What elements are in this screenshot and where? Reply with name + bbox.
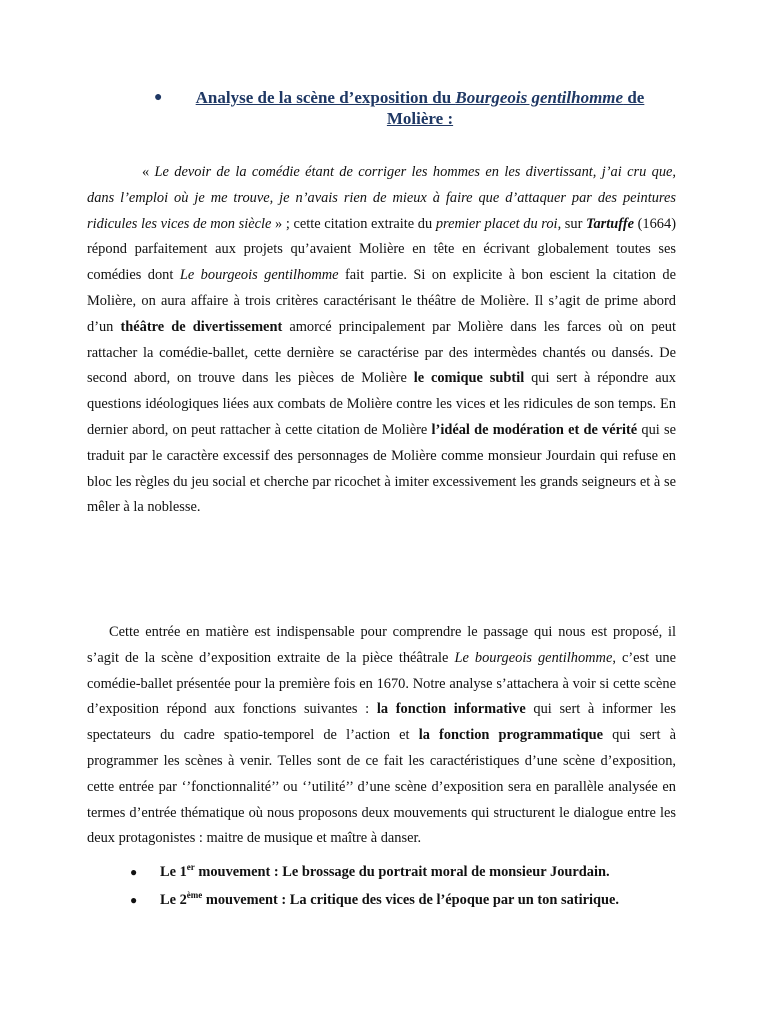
- list-item: [130, 858, 690, 886]
- bold-run: théâtre de divertissement: [120, 318, 283, 335]
- bold-run: la fonction informative: [376, 701, 526, 718]
- text-run: fait partie. Si on explicite à bon escient la citation de Molière, on aura affaire à trois critères caractérisant le théâtre de Molière. Il s’agit de prime abord d’un: [87, 267, 677, 335]
- title-work-name: Bourgeois gentilhomme: [455, 88, 624, 107]
- list-bullet: ●: [130, 865, 138, 879]
- text-run: amorcé principalement par Molière dans les farces où on peut rattacher la comédie-ballet, cette dernière se caractérise par des intermèdes chantés ou dansés. De second abord, on trouve dans les pièces de Molière: [87, 318, 676, 387]
- text-run: qui se traduit par le caractère excessif des personnages de Molière comme monsieur Jourdain qui refuse en bloc les règles du jeu social et cherche par ricochet à imiter excessivement les grands seigneurs et à se mêler à la noblesse.: [87, 421, 676, 516]
- list-text: Le 1: [160, 864, 187, 880]
- bold-run: le comique subtil: [413, 370, 525, 387]
- moliere-quote: Le devoir de la comédie étant de corriger les hommes en les divertissant, j’ai cru que, dans l’emploi où je me trouve, je n’avais rien de mieux à faire que d’attaquer par des peintures ridicules les vices de mon siècle: [87, 164, 676, 232]
- bold-run: l’idéal de modération et de vérité: [431, 421, 638, 438]
- list-text: mouvement : Le brossage du portrait moral de monsieur Jourdain.: [194, 864, 610, 880]
- bold-italic-run: Tartuffe: [586, 215, 634, 232]
- text-run: qui sert à informer les spectateurs du cadre spatio-temporel de l’action et: [87, 701, 676, 744]
- movements-list: [130, 858, 690, 914]
- italic-run: Le bourgeois gentilhomme: [179, 267, 339, 284]
- title-line-2: [150, 108, 690, 129]
- text-run: , c’est une comédie-ballet présentée pour la première fois en 1670. Notre analyse s’attachera à voir si cette scène d’exposition répond aux fonctions suivantes :: [87, 649, 676, 718]
- title-author: Molière :: [386, 109, 454, 128]
- italic-run: premier placet du roi: [435, 215, 558, 232]
- title-text-end: de: [623, 88, 645, 107]
- list-text: Le 2: [160, 892, 187, 908]
- text-run: , sur: [557, 215, 587, 232]
- list-text: mouvement : La critique des vices de l’époque par un ton satirique.: [202, 892, 619, 908]
- document-title: [150, 87, 690, 129]
- analysis-paragraph: [87, 620, 676, 852]
- text-run: qui sert à répondre aux questions idéologiques liées aux combats de Molière contre les vices et les ridicules de son temps. En dernier abord, on peut rattacher à cette citation de Molière: [87, 370, 676, 438]
- list-superscript: er: [186, 862, 195, 872]
- text-run: » ; cette citation extraite du: [271, 215, 436, 232]
- list-superscript: ème: [186, 890, 203, 900]
- intro-paragraph: [87, 160, 676, 521]
- list-item: [130, 886, 690, 914]
- list-bullet: ●: [130, 893, 138, 907]
- bold-run: la fonction programmatique: [418, 727, 604, 744]
- text-run: (1664) répond parfaitement aux projets qu’avaient Molière en tête en écrivant globalement toutes ses comédies dont: [87, 215, 676, 284]
- text-run: qui sert à programmer les scènes à venir. Telles sont de ce fait les caractéristiques d’une scène d’exposition, cette entrée par ‘’fonctionnalité’’ ou ‘’utilité’’ d’une scène d’exposition sera en parallèle analysée en termes d’entrée thématique où nous proposons deux mouvements qui structurent le dialogue entre les deux protagonistes : maitre de musique et maître à danser.: [87, 727, 676, 847]
- quote-open: «: [142, 164, 155, 180]
- title-text: Analyse de la scène d’exposition du: [195, 88, 456, 107]
- text-run: Cette entrée en matière est indispensable pour comprendre le passage qui nous est proposé, il s’agit de la scène d’exposition extraite de la pièce théâtrale: [87, 624, 676, 666]
- italic-run: Le bourgeois gentilhomme: [454, 649, 613, 666]
- title-bullet: ●: [154, 90, 163, 105]
- title-line-1: [150, 87, 690, 108]
